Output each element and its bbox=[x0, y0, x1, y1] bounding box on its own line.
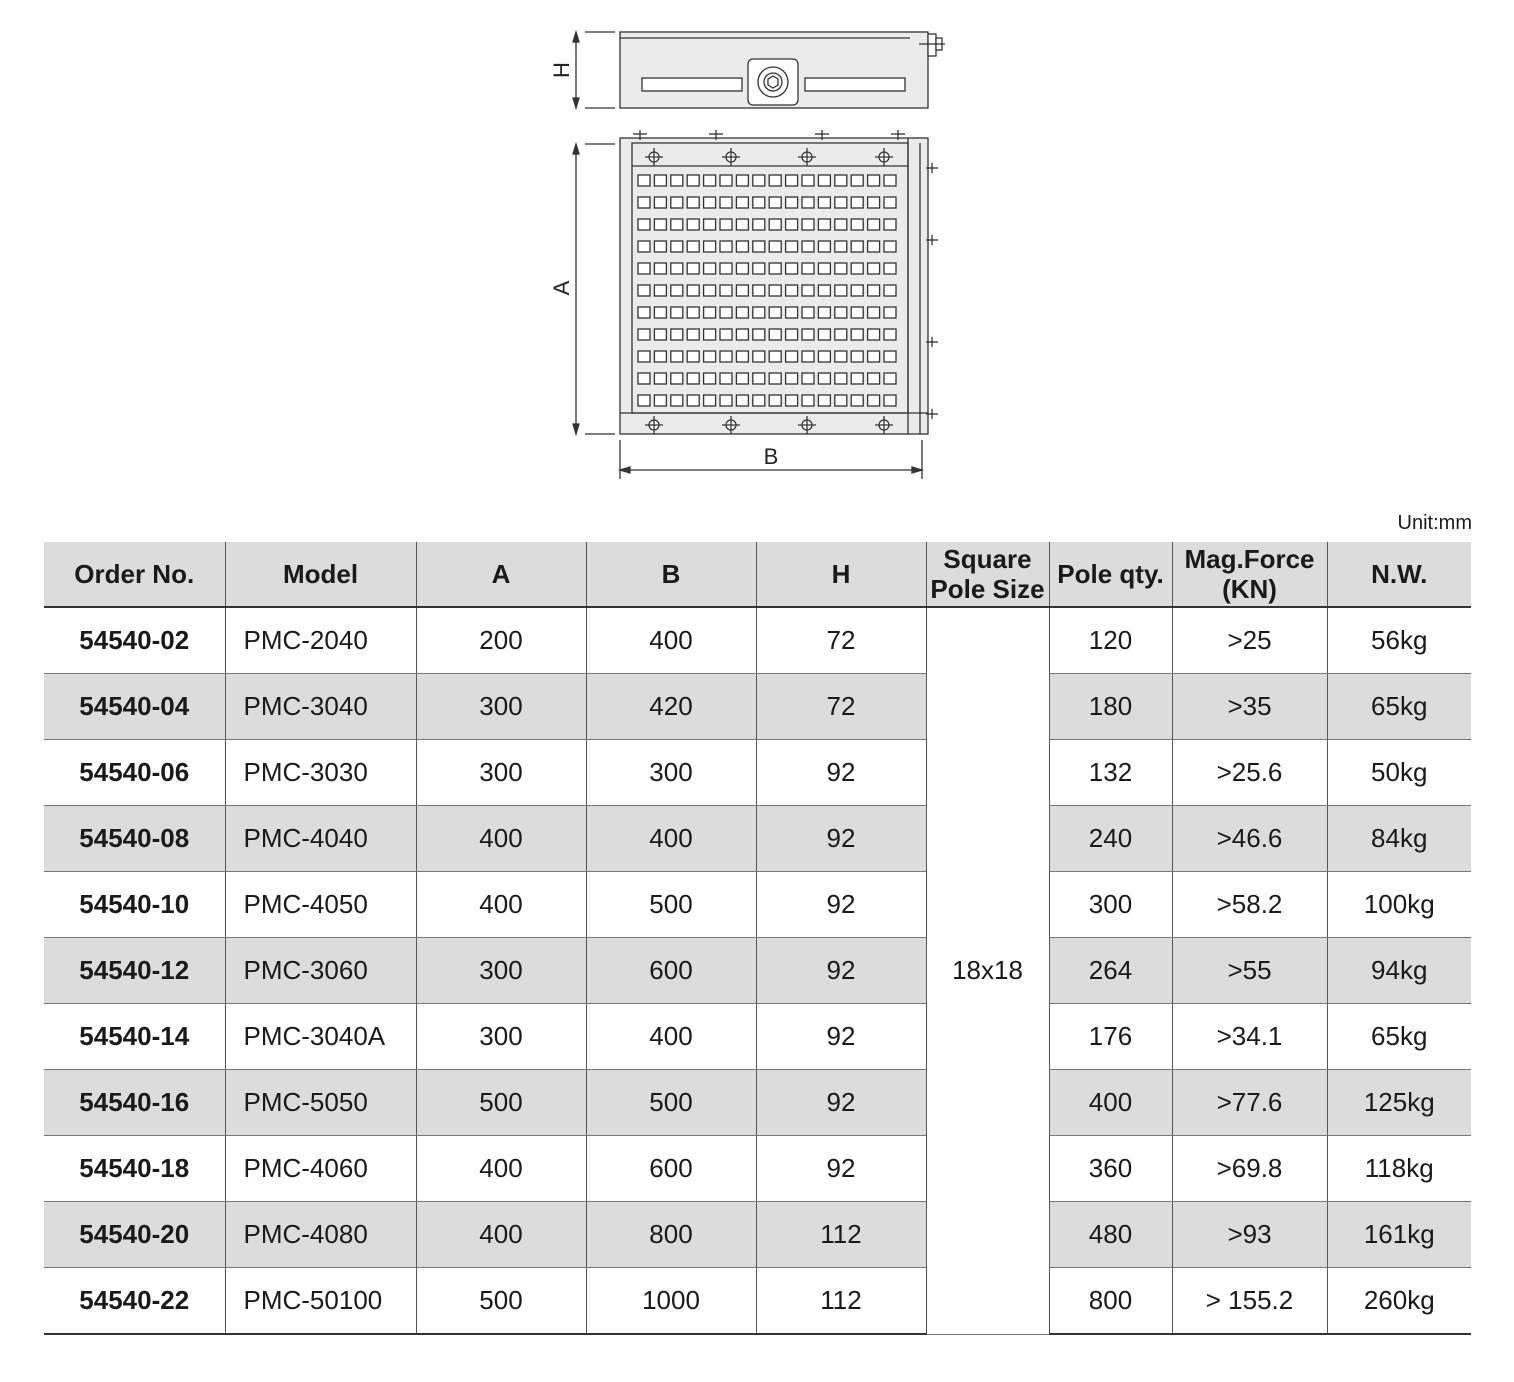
pole-qty-cell: 360 bbox=[1049, 1136, 1172, 1202]
pole-square bbox=[671, 175, 683, 186]
pole-square bbox=[736, 307, 748, 318]
nw-cell: 84kg bbox=[1327, 806, 1471, 872]
nw-cell: 260kg bbox=[1327, 1268, 1471, 1335]
header-mag-force-line2: (KN) bbox=[1222, 574, 1277, 604]
pole-square bbox=[884, 395, 896, 406]
pole-qty-cell: 480 bbox=[1049, 1202, 1172, 1268]
pole-square bbox=[638, 373, 650, 384]
pole-square bbox=[818, 351, 830, 362]
mag-force-cell: > 155.2 bbox=[1172, 1268, 1327, 1335]
pole-qty-cell: 240 bbox=[1049, 806, 1172, 872]
header-pole-size bbox=[926, 542, 1049, 607]
pole-square bbox=[818, 263, 830, 274]
b-cell: 420 bbox=[586, 674, 756, 740]
pole-square bbox=[802, 329, 814, 340]
header-mag-force bbox=[1172, 542, 1327, 607]
pole-square bbox=[720, 395, 732, 406]
h-cell: 92 bbox=[756, 1070, 926, 1136]
header-row bbox=[44, 542, 1471, 607]
pole-square bbox=[786, 395, 798, 406]
pole-square bbox=[671, 373, 683, 384]
a-cell: 400 bbox=[416, 1202, 586, 1268]
pole-square bbox=[786, 175, 798, 186]
pole-square bbox=[851, 329, 863, 340]
h-cell: 112 bbox=[756, 1268, 926, 1335]
pole-square bbox=[851, 285, 863, 296]
model-cell: PMC-4080 bbox=[225, 1202, 416, 1268]
pole-square bbox=[687, 351, 699, 362]
pole-square bbox=[769, 219, 781, 230]
nw-cell: 100kg bbox=[1327, 872, 1471, 938]
pole-square bbox=[654, 285, 666, 296]
pole-square bbox=[638, 263, 650, 274]
pole-square bbox=[736, 175, 748, 186]
pole-square bbox=[720, 175, 732, 186]
a-cell: 400 bbox=[416, 872, 586, 938]
pole-square bbox=[638, 241, 650, 252]
order-no-cell: 54540-10 bbox=[44, 872, 225, 938]
pole-square bbox=[802, 241, 814, 252]
header-a: A bbox=[416, 542, 586, 607]
chuck-technical-drawing bbox=[0, 0, 1514, 500]
pole-square bbox=[704, 307, 716, 318]
pole-square bbox=[868, 263, 880, 274]
pole-square bbox=[720, 373, 732, 384]
pole-qty-cell: 132 bbox=[1049, 740, 1172, 806]
a-cell: 300 bbox=[416, 1004, 586, 1070]
pole-square bbox=[769, 329, 781, 340]
h-cell: 92 bbox=[756, 938, 926, 1004]
a-cell: 300 bbox=[416, 674, 586, 740]
header-pole-size-line2: Pole Size bbox=[930, 574, 1045, 604]
pole-square bbox=[851, 307, 863, 318]
pole-square bbox=[802, 285, 814, 296]
pole-square bbox=[884, 329, 896, 340]
model-cell: PMC-3030 bbox=[225, 740, 416, 806]
order-no-cell: 54540-14 bbox=[44, 1004, 225, 1070]
pole-square bbox=[835, 351, 847, 362]
pole-square bbox=[868, 307, 880, 318]
pole-square bbox=[835, 395, 847, 406]
mag-force-cell: >93 bbox=[1172, 1202, 1327, 1268]
a-cell: 300 bbox=[416, 740, 586, 806]
unit-label: Unit:mm bbox=[1397, 512, 1472, 534]
pole-square bbox=[720, 307, 732, 318]
pole-qty-cell: 400 bbox=[1049, 1070, 1172, 1136]
nw-cell: 125kg bbox=[1327, 1070, 1471, 1136]
pole-square bbox=[835, 329, 847, 340]
header-mag-force-line1: Mag.Force bbox=[1184, 544, 1315, 574]
pole-square bbox=[687, 197, 699, 208]
b-cell: 400 bbox=[586, 806, 756, 872]
pole-square bbox=[851, 175, 863, 186]
pole-square bbox=[769, 285, 781, 296]
pole-qty-cell: 800 bbox=[1049, 1268, 1172, 1335]
nw-cell: 50kg bbox=[1327, 740, 1471, 806]
pole-square bbox=[704, 263, 716, 274]
a-cell: 300 bbox=[416, 938, 586, 1004]
pole-square bbox=[687, 285, 699, 296]
pole-square bbox=[769, 241, 781, 252]
mag-force-cell: >58.2 bbox=[1172, 872, 1327, 938]
table-row bbox=[44, 1004, 1471, 1070]
h-cell: 92 bbox=[756, 872, 926, 938]
pole-square bbox=[753, 241, 765, 252]
model-cell: PMC-3040A bbox=[225, 1004, 416, 1070]
pole-square bbox=[704, 219, 716, 230]
pole-square bbox=[851, 395, 863, 406]
header-pole-size-line1: Square bbox=[943, 544, 1032, 574]
pole-qty-cell: 300 bbox=[1049, 872, 1172, 938]
pole-square bbox=[802, 373, 814, 384]
pole-square bbox=[736, 285, 748, 296]
pole-square bbox=[654, 175, 666, 186]
pole-square bbox=[802, 175, 814, 186]
table-row bbox=[44, 938, 1471, 1004]
pole-square bbox=[671, 263, 683, 274]
pole-square bbox=[753, 307, 765, 318]
pole-square bbox=[802, 351, 814, 362]
pole-square bbox=[818, 373, 830, 384]
pole-square bbox=[671, 329, 683, 340]
order-no-cell: 54540-08 bbox=[44, 806, 225, 872]
pole-square bbox=[704, 395, 716, 406]
pole-square bbox=[687, 395, 699, 406]
pole-square bbox=[802, 307, 814, 318]
spec-table bbox=[44, 542, 1471, 1335]
pole-square bbox=[654, 373, 666, 384]
pole-square bbox=[753, 175, 765, 186]
pole-square bbox=[851, 197, 863, 208]
table-row bbox=[44, 1136, 1471, 1202]
pole-square bbox=[654, 219, 666, 230]
h-cell: 72 bbox=[756, 607, 926, 674]
pole-square bbox=[638, 197, 650, 208]
pole-square bbox=[687, 373, 699, 384]
pole-square bbox=[851, 219, 863, 230]
pole-square bbox=[769, 263, 781, 274]
pole-square bbox=[818, 395, 830, 406]
model-cell: PMC-5050 bbox=[225, 1070, 416, 1136]
pole-size-cell: 18x18 bbox=[926, 607, 1049, 1334]
order-no-cell: 54540-06 bbox=[44, 740, 225, 806]
pole-square bbox=[687, 329, 699, 340]
table-row bbox=[44, 1202, 1471, 1268]
pole-square bbox=[654, 241, 666, 252]
pole-square bbox=[753, 373, 765, 384]
pole-square bbox=[638, 219, 650, 230]
model-cell: PMC-3040 bbox=[225, 674, 416, 740]
pole-square bbox=[884, 263, 896, 274]
pole-square bbox=[736, 351, 748, 362]
pole-square bbox=[835, 197, 847, 208]
pole-square bbox=[786, 307, 798, 318]
header-b: B bbox=[586, 542, 756, 607]
pole-square bbox=[654, 197, 666, 208]
table-row bbox=[44, 806, 1471, 872]
pole-square bbox=[868, 197, 880, 208]
pole-square bbox=[884, 307, 896, 318]
mag-force-cell: >25.6 bbox=[1172, 740, 1327, 806]
model-cell: PMC-4050 bbox=[225, 872, 416, 938]
pole-qty-cell: 180 bbox=[1049, 674, 1172, 740]
pole-square bbox=[654, 329, 666, 340]
side-view bbox=[573, 32, 945, 108]
pole-square bbox=[671, 285, 683, 296]
pole-square bbox=[868, 241, 880, 252]
pole-square bbox=[687, 241, 699, 252]
pole-square bbox=[851, 351, 863, 362]
order-no-cell: 54540-02 bbox=[44, 607, 225, 674]
pole-square bbox=[671, 351, 683, 362]
mag-force-cell: >25 bbox=[1172, 607, 1327, 674]
order-no-cell: 54540-16 bbox=[44, 1070, 225, 1136]
dim-label-a: A bbox=[548, 280, 574, 296]
pole-square bbox=[884, 373, 896, 384]
pole-square bbox=[736, 395, 748, 406]
nw-cell: 65kg bbox=[1327, 1004, 1471, 1070]
pole-square bbox=[769, 175, 781, 186]
pole-square bbox=[687, 263, 699, 274]
pole-square bbox=[720, 241, 732, 252]
pole-square bbox=[720, 329, 732, 340]
pole-square bbox=[802, 219, 814, 230]
pole-square bbox=[884, 219, 896, 230]
pole-square bbox=[638, 307, 650, 318]
header-h: H bbox=[756, 542, 926, 607]
order-no-cell: 54540-22 bbox=[44, 1268, 225, 1335]
pole-square bbox=[736, 329, 748, 340]
b-cell: 300 bbox=[586, 740, 756, 806]
pole-square bbox=[671, 219, 683, 230]
pole-square bbox=[868, 395, 880, 406]
pole-square bbox=[868, 219, 880, 230]
pole-square bbox=[802, 263, 814, 274]
pole-square bbox=[704, 329, 716, 340]
pole-square bbox=[687, 175, 699, 186]
pole-square bbox=[638, 351, 650, 362]
pole-square bbox=[818, 175, 830, 186]
pole-square bbox=[736, 219, 748, 230]
nw-cell: 161kg bbox=[1327, 1202, 1471, 1268]
nw-cell: 56kg bbox=[1327, 607, 1471, 674]
nw-cell: 118kg bbox=[1327, 1136, 1471, 1202]
pole-square bbox=[704, 285, 716, 296]
mag-force-cell: >69.8 bbox=[1172, 1136, 1327, 1202]
model-cell: PMC-3060 bbox=[225, 938, 416, 1004]
a-cell: 400 bbox=[416, 1136, 586, 1202]
pole-square bbox=[671, 395, 683, 406]
pole-square bbox=[868, 373, 880, 384]
pole-square bbox=[704, 175, 716, 186]
pole-qty-cell: 176 bbox=[1049, 1004, 1172, 1070]
dim-label-b: B bbox=[763, 444, 779, 469]
top-view bbox=[573, 130, 938, 479]
pole-square bbox=[753, 351, 765, 362]
pole-square bbox=[753, 219, 765, 230]
h-cell: 92 bbox=[756, 740, 926, 806]
pole-square bbox=[720, 219, 732, 230]
pole-square bbox=[654, 307, 666, 318]
pole-square bbox=[835, 241, 847, 252]
pole-square bbox=[687, 219, 699, 230]
a-cell: 500 bbox=[416, 1070, 586, 1136]
pole-square bbox=[736, 373, 748, 384]
pole-square bbox=[769, 395, 781, 406]
pole-square bbox=[753, 285, 765, 296]
pole-square bbox=[720, 285, 732, 296]
pole-square bbox=[720, 197, 732, 208]
pole-square bbox=[654, 263, 666, 274]
table-row bbox=[44, 740, 1471, 806]
pole-square bbox=[786, 197, 798, 208]
pole-square bbox=[769, 197, 781, 208]
pole-square bbox=[884, 175, 896, 186]
pole-square bbox=[835, 307, 847, 318]
b-cell: 500 bbox=[586, 1070, 756, 1136]
pole-square bbox=[818, 197, 830, 208]
h-cell: 92 bbox=[756, 806, 926, 872]
pole-square bbox=[851, 263, 863, 274]
pole-square bbox=[736, 263, 748, 274]
pole-square bbox=[786, 263, 798, 274]
pole-square bbox=[786, 241, 798, 252]
pole-square bbox=[884, 241, 896, 252]
pole-square bbox=[769, 373, 781, 384]
pole-square bbox=[851, 373, 863, 384]
table-row bbox=[44, 1070, 1471, 1136]
pole-square bbox=[736, 241, 748, 252]
mag-force-cell: >46.6 bbox=[1172, 806, 1327, 872]
header-nw: N.W. bbox=[1327, 542, 1471, 607]
pole-square bbox=[818, 307, 830, 318]
a-cell: 500 bbox=[416, 1268, 586, 1335]
nw-cell: 94kg bbox=[1327, 938, 1471, 1004]
pole-square bbox=[818, 285, 830, 296]
model-cell: PMC-50100 bbox=[225, 1268, 416, 1335]
a-cell: 200 bbox=[416, 607, 586, 674]
pole-square bbox=[835, 219, 847, 230]
pole-square bbox=[638, 329, 650, 340]
pole-square bbox=[720, 263, 732, 274]
pole-square bbox=[802, 395, 814, 406]
order-no-cell: 54540-04 bbox=[44, 674, 225, 740]
header-order-no: Order No. bbox=[44, 542, 225, 607]
pole-square bbox=[786, 351, 798, 362]
h-cell: 72 bbox=[756, 674, 926, 740]
pole-square bbox=[835, 175, 847, 186]
pole-square bbox=[753, 329, 765, 340]
pole-square bbox=[802, 197, 814, 208]
pole-square bbox=[786, 219, 798, 230]
order-no-cell: 54540-20 bbox=[44, 1202, 225, 1268]
spec-table-body bbox=[44, 607, 1471, 1334]
model-cell: PMC-4060 bbox=[225, 1136, 416, 1202]
pole-square bbox=[704, 351, 716, 362]
mag-force-cell: >55 bbox=[1172, 938, 1327, 1004]
pole-qty-cell: 120 bbox=[1049, 607, 1172, 674]
mag-force-cell: >34.1 bbox=[1172, 1004, 1327, 1070]
pole-square bbox=[868, 329, 880, 340]
pole-square bbox=[786, 285, 798, 296]
pole-square bbox=[638, 285, 650, 296]
pole-square bbox=[835, 285, 847, 296]
pole-square bbox=[671, 197, 683, 208]
pole-square bbox=[753, 263, 765, 274]
model-cell: PMC-4040 bbox=[225, 806, 416, 872]
pole-square bbox=[851, 241, 863, 252]
pole-square bbox=[687, 307, 699, 318]
h-cell: 112 bbox=[756, 1202, 926, 1268]
b-cell: 600 bbox=[586, 1136, 756, 1202]
pole-square bbox=[654, 395, 666, 406]
table-row bbox=[44, 1268, 1471, 1335]
b-cell: 600 bbox=[586, 938, 756, 1004]
pole-square bbox=[704, 373, 716, 384]
pole-square bbox=[638, 395, 650, 406]
b-cell: 800 bbox=[586, 1202, 756, 1268]
header-model: Model bbox=[225, 542, 416, 607]
pole-square bbox=[884, 197, 896, 208]
pole-square bbox=[671, 241, 683, 252]
h-cell: 92 bbox=[756, 1004, 926, 1070]
mag-force-cell: >77.6 bbox=[1172, 1070, 1327, 1136]
pole-square bbox=[671, 307, 683, 318]
pole-square bbox=[704, 241, 716, 252]
b-cell: 500 bbox=[586, 872, 756, 938]
order-no-cell: 54540-12 bbox=[44, 938, 225, 1004]
pole-square bbox=[835, 263, 847, 274]
pole-square bbox=[753, 395, 765, 406]
dim-label-h: H bbox=[548, 62, 574, 78]
pole-square bbox=[786, 329, 798, 340]
pole-square bbox=[654, 351, 666, 362]
pole-square bbox=[818, 219, 830, 230]
pole-square bbox=[868, 351, 880, 362]
pole-square bbox=[736, 197, 748, 208]
pole-qty-cell: 264 bbox=[1049, 938, 1172, 1004]
pole-square bbox=[753, 197, 765, 208]
pole-square bbox=[704, 197, 716, 208]
a-cell: 400 bbox=[416, 806, 586, 872]
pole-square bbox=[769, 351, 781, 362]
model-cell: PMC-2040 bbox=[225, 607, 416, 674]
b-cell: 400 bbox=[586, 607, 756, 674]
pole-square bbox=[884, 351, 896, 362]
header-pole-qty: Pole qty. bbox=[1049, 542, 1172, 607]
table-row bbox=[44, 674, 1471, 740]
b-cell: 400 bbox=[586, 1004, 756, 1070]
pole-square bbox=[868, 285, 880, 296]
pole-square bbox=[769, 307, 781, 318]
pole-square bbox=[818, 241, 830, 252]
pole-square bbox=[720, 351, 732, 362]
b-cell: 1000 bbox=[586, 1268, 756, 1335]
mag-force-cell: >35 bbox=[1172, 674, 1327, 740]
nw-cell: 65kg bbox=[1327, 674, 1471, 740]
h-cell: 92 bbox=[756, 1136, 926, 1202]
pole-square bbox=[786, 373, 798, 384]
pole-square bbox=[868, 175, 880, 186]
pole-square bbox=[638, 175, 650, 186]
pole-square bbox=[818, 329, 830, 340]
pole-square bbox=[835, 373, 847, 384]
table-row bbox=[44, 872, 1471, 938]
order-no-cell: 54540-18 bbox=[44, 1136, 225, 1202]
table-row bbox=[44, 607, 1471, 674]
pole-square bbox=[884, 285, 896, 296]
